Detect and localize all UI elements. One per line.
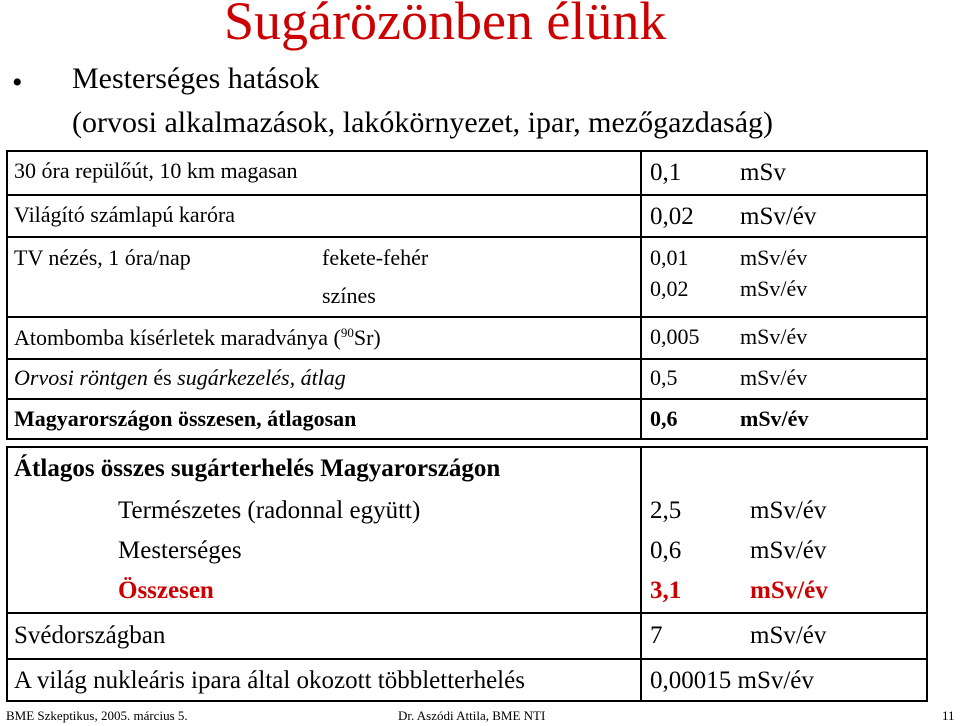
row-label-bomb: Atombomba kísérletek maradványa ($^{90}$Sr) — [14, 325, 381, 350]
row-value-hungary-total: 0,6 — [650, 406, 678, 431]
row-value-bomb: 0,005 — [650, 324, 700, 349]
row-label-tv: TV nézés, 1 óra/nap — [14, 245, 191, 270]
row-label-artificial: Mesterséges — [118, 537, 242, 564]
row-value-color: 0,02 — [650, 276, 689, 301]
row-unit-sweden: mSv/év — [750, 622, 827, 649]
table-divider — [640, 446, 642, 702]
bullet-subheading: (orvosi alkalmazások, lakókörnyezet, ipar, mezőgazdaság) — [72, 106, 774, 139]
row-value-flight: 0,1 — [650, 159, 682, 186]
total-dose-table — [6, 446, 928, 702]
table-rule — [6, 612, 928, 614]
row-value-watch: 0,02 — [650, 203, 694, 230]
row-label-hungary-total: Magyarországon összesen, átlagosan — [14, 406, 357, 431]
footer-author: Dr. Aszódi Attila, BME NTI — [398, 708, 546, 723]
row-value-medical: 0,5 — [650, 365, 678, 390]
row-value-bw: 0,01 — [650, 245, 689, 270]
footer-page-number: 11 — [942, 708, 955, 723]
row-unit-bomb: mSv/év — [740, 324, 808, 349]
page-title: Sugárözönben élünk — [224, 0, 667, 51]
row-label-total: Összesen — [118, 577, 214, 604]
row-unit-watch: mSv/év — [740, 203, 817, 230]
row-label-natural: Természetes (radonnal együtt) — [118, 497, 421, 524]
row-label-flight: 30 óra repülőút, 10 km magasan — [14, 158, 298, 183]
row-unit-medical: mSv/év — [740, 365, 808, 390]
table-rule — [6, 358, 928, 360]
row-label-medical: Orvosi röntgen és sugárkezelés, átlag — [14, 365, 346, 390]
row-unit-hungary-total: mSv/év — [740, 406, 809, 431]
row-value-artificial: 0,6 — [650, 537, 682, 564]
row-value-natural: 2,5 — [650, 497, 682, 524]
table-rule — [6, 194, 928, 196]
row-sublabel-bw: fekete-fehér — [322, 245, 429, 270]
total-dose-heading: Átlagos összes sugárterhelés Magyarországon — [14, 455, 501, 482]
row-label-watch: Világító számlapú karóra — [14, 202, 236, 227]
row-unit-color: mSv/év — [740, 276, 808, 301]
row-value-nuclear: 0,00015 mSv/év — [650, 667, 814, 694]
row-label-sweden: Svédországban — [14, 622, 166, 649]
table-rule — [6, 658, 928, 660]
row-value-sweden: 7 — [650, 622, 663, 649]
row-unit-bw: mSv/év — [740, 245, 808, 270]
bullet-point: • — [12, 66, 23, 99]
bullet-heading: Mesterséges hatások — [72, 62, 320, 95]
table-rule — [6, 398, 928, 400]
row-unit-natural: mSv/év — [750, 497, 827, 524]
table-rule — [6, 236, 928, 238]
row-value-total: 3,1 — [650, 577, 682, 604]
footer-event: BME Szkeptikus, 2005. március 5. — [6, 708, 188, 723]
row-unit-artificial: mSv/év — [750, 537, 827, 564]
row-unit-total: mSv/év — [750, 577, 828, 604]
row-sublabel-color: színes — [322, 283, 376, 308]
table-rule — [6, 316, 928, 318]
row-label-nuclear: A világ nukleáris ipara által okozott többletterhelés — [14, 667, 525, 694]
row-unit-flight: mSv — [740, 159, 786, 186]
